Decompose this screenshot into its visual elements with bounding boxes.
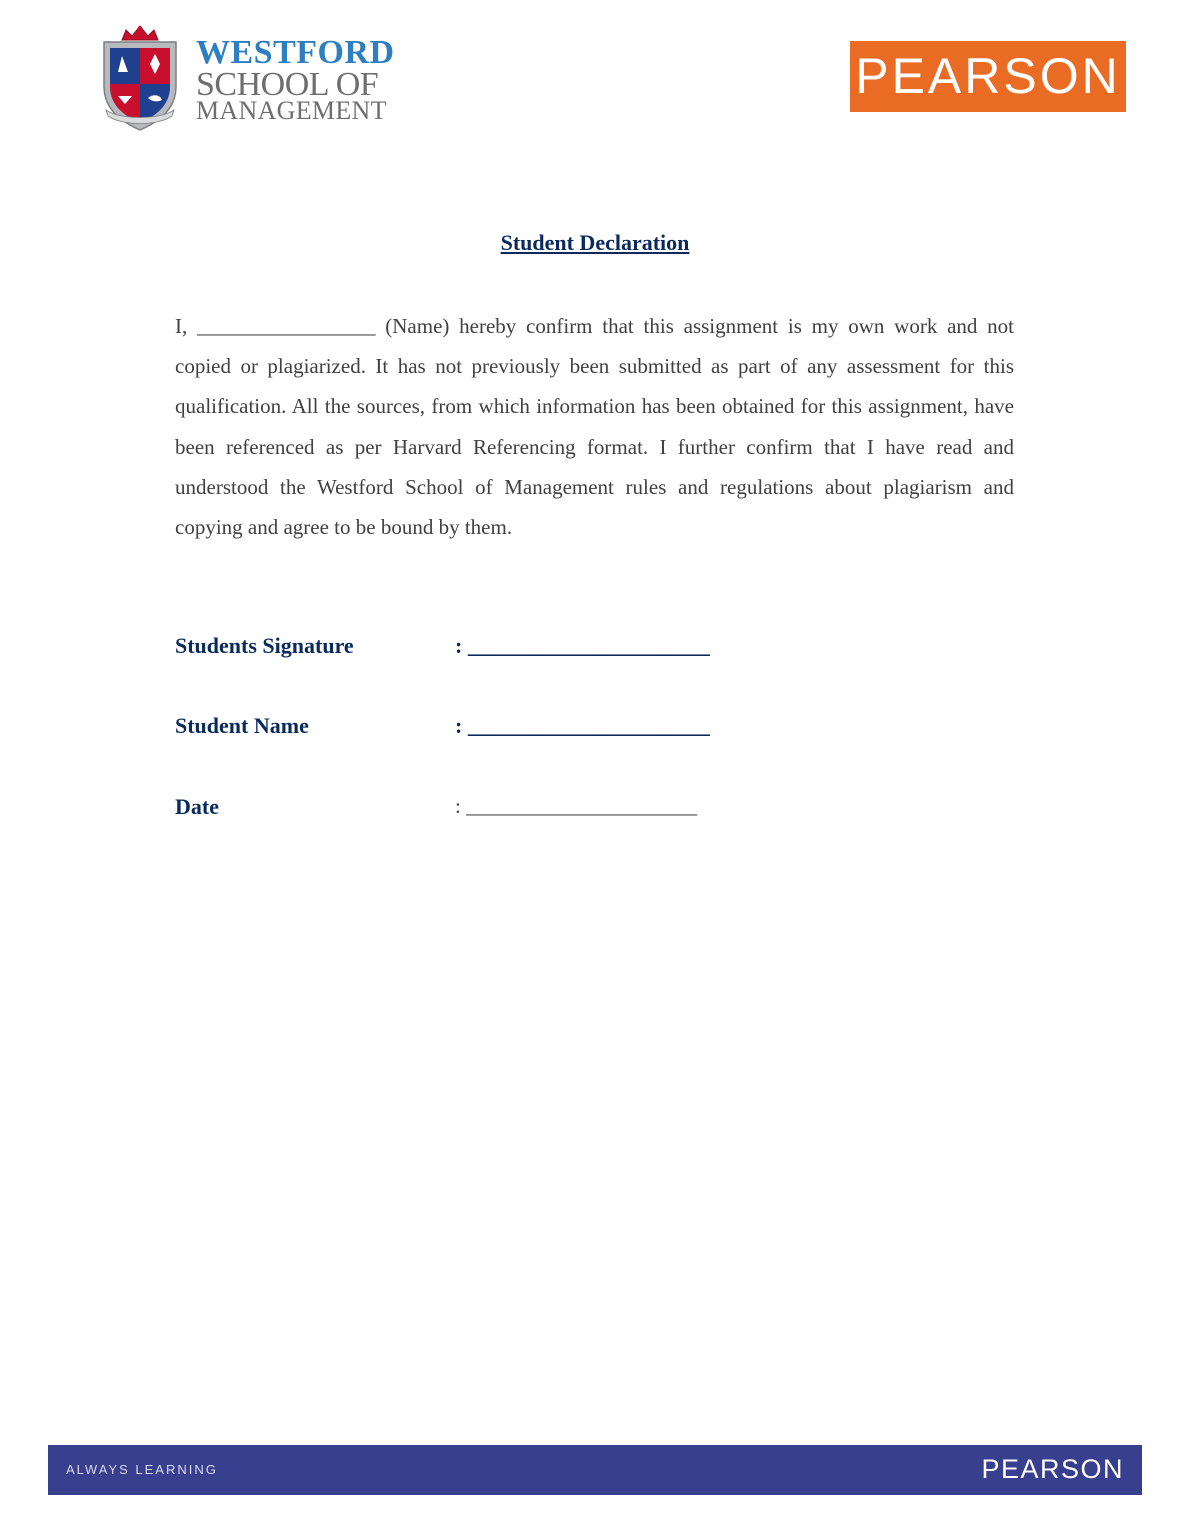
footer-tagline: ALWAYS LEARNING bbox=[66, 1462, 218, 1477]
footer-pearson-logo: PEARSON bbox=[981, 1454, 1124, 1484]
student-name-field-row bbox=[175, 713, 795, 745]
westford-logo-line2: SCHOOL OF bbox=[196, 66, 379, 103]
signature-field-row bbox=[175, 633, 795, 665]
document-title: Student Declaration bbox=[500, 230, 690, 255]
footer-banner bbox=[48, 1445, 1142, 1495]
westford-logo bbox=[100, 24, 400, 132]
westford-logo-line1: WESTFORD bbox=[196, 34, 395, 71]
date-blank: : ______________________ bbox=[455, 794, 698, 818]
date-field-row bbox=[175, 794, 795, 826]
declaration-paragraph: I, _________________ (Name) hereby confirm that this assignment is my own work and not copied or plagiarized. It has not previously been submitted as part of any assessment for this qualification. All the sources, from which information has been obtained for this assignment, have been referenced as per Harvard Referencing format. I further confirm that I have read and understood the Westford School of Management rules and regulations about plagiarism and copying and agree to be bound by them. bbox=[175, 314, 1014, 540]
signature-blank: : ______________________ bbox=[455, 633, 710, 658]
student-name-blank: : ______________________ bbox=[455, 713, 710, 738]
signature-label: Students Signature bbox=[175, 633, 354, 658]
pearson-logo: PEARSON bbox=[850, 41, 1126, 112]
westford-logo-line3: MANAGEMENT bbox=[196, 96, 387, 125]
date-label: Date bbox=[175, 794, 219, 819]
student-name-label: Student Name bbox=[175, 713, 309, 738]
westford-crest-icon bbox=[100, 24, 180, 132]
